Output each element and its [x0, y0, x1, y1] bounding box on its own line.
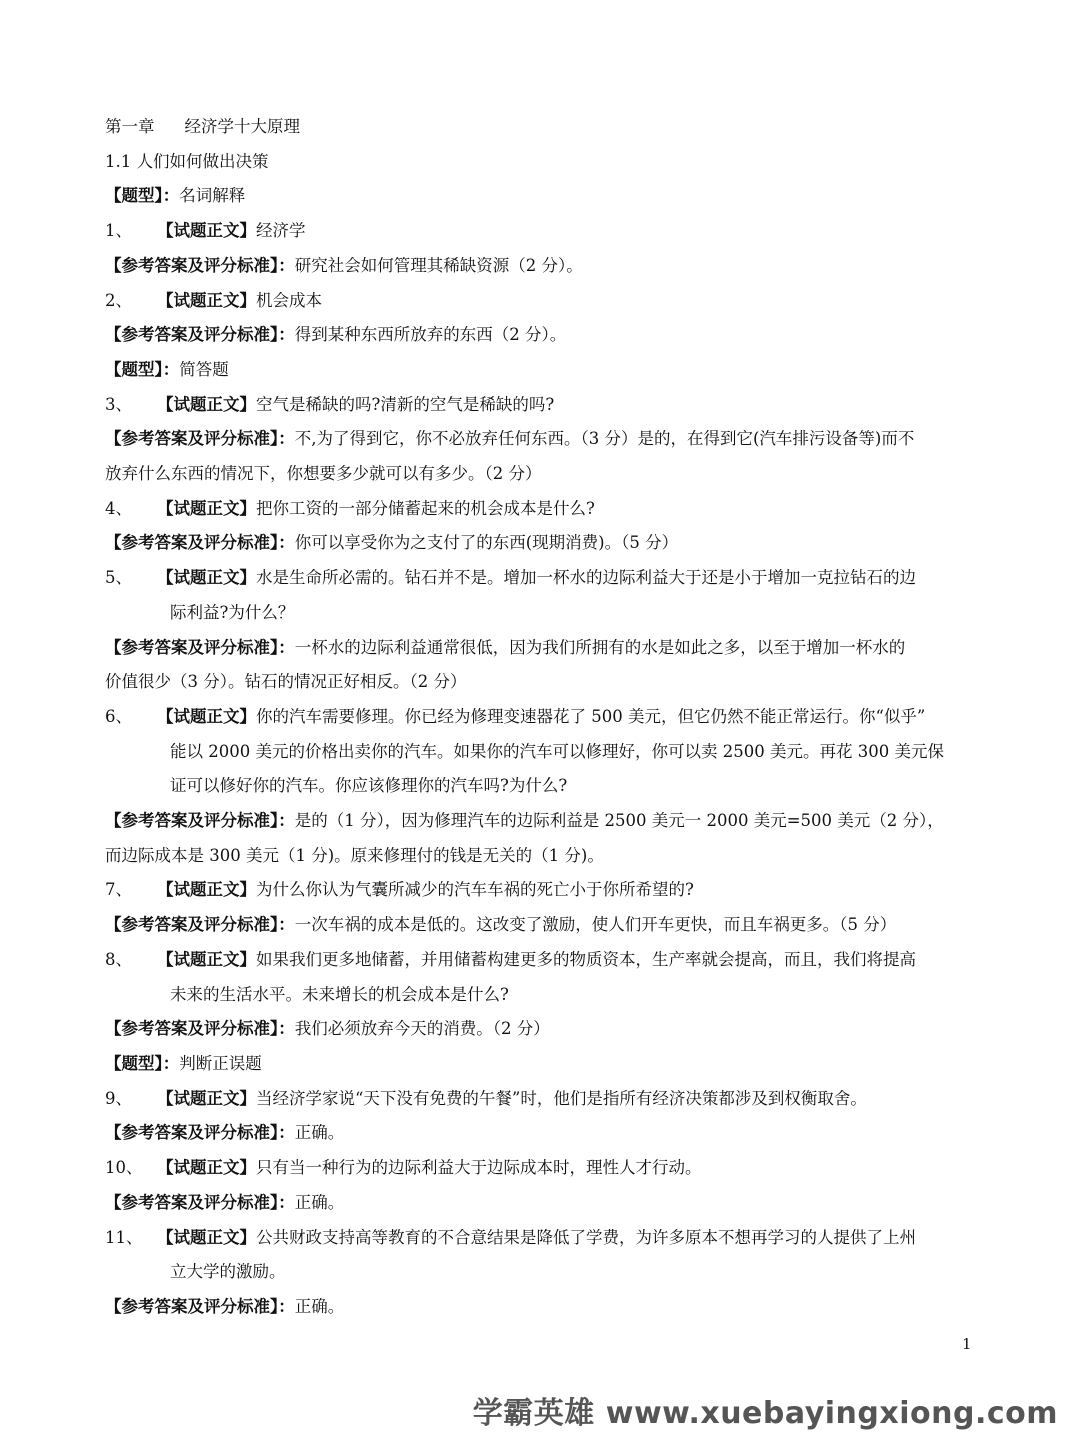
question-5: 5、 【试题正文】水是生命所必需的。钻石并不是。增加一杯水的边际利益大于还是小于增加一克拉钻石的边: [105, 568, 916, 588]
answer-1: 【参考答案及评分标准】：研究社会如何管理其稀缺资源（2 分）。: [105, 255, 583, 275]
chapter-heading: [105, 110, 985, 145]
question-type-2: 【题型】：简答题: [105, 359, 229, 379]
answer-8: 【参考答案及评分标准】：我们必须放弃今天的消费。（2 分）: [105, 1019, 550, 1039]
answer-9: 【参考答案及评分标准】：正确。: [105, 1123, 345, 1143]
answer-5-cont: 价值很少（3 分）。钻石的情况正好相反。（2 分）: [105, 672, 467, 692]
question-8: 8、 【试题正文】如果我们更多地储蓄，并用储蓄构建更多的物质资本，生产率就会提高，而且，我们将提高: [105, 949, 916, 969]
question-10: 10、 【试题正文】只有当一种行为的边际利益大于边际成本时，理性人才行动。: [105, 1158, 702, 1178]
answer-10: 【参考答案及评分标准】：正确。: [105, 1192, 345, 1212]
answer-3: 【参考答案及评分标准】：不,为了得到它，你不必放弃任何东西。（3 分）是的，在得到它(汽车排污设备等)而不: [105, 429, 915, 449]
answer-2: 【参考答案及评分标准】：得到某种东西所放弃的东西（2 分）。: [105, 325, 567, 345]
question-7: 7、 【试题正文】为什么你认为气囊所减少的汽车车祸的死亡小于你所希望的?: [105, 880, 694, 900]
question-6: 6、 【试题正文】你的汽车需要修理。你已经为修理变速器花了 500 美元，但它仍然不能正常运行。你“似乎”: [105, 706, 926, 726]
chapter-title: 经济学十大原理: [184, 117, 300, 136]
watermark: 学霸英雄 www.xuebayingxiong.com: [472, 1396, 1058, 1431]
chapter-number: 第一章: [105, 117, 155, 136]
question-4: 4、 【试题正文】把你工资的一部分储蓄起来的机会成本是什么?: [105, 498, 595, 518]
question-11-cont: 立大学的激励。: [170, 1262, 286, 1282]
document-body: [105, 110, 985, 1325]
question-2: 2、 【试题正文】机会成本: [105, 290, 322, 310]
question-3: 3、 【试题正文】空气是稀缺的吗?清新的空气是稀缺的吗?: [105, 394, 555, 414]
question-9: 9、 【试题正文】当经济学家说“天下没有免费的午餐”时，他们是指所有经济决策都涉及到权衡取舍。: [105, 1088, 867, 1108]
question-type-3: 【题型】：判断正误题: [105, 1053, 262, 1073]
question-8-cont: 未来的生活水平。未来增长的机会成本是什么?: [170, 984, 509, 1004]
answer-5: 【参考答案及评分标准】：一杯水的边际利益通常很低，因为我们所拥有的水是如此之多，以至于增加一杯水的: [105, 637, 906, 657]
page-number: 1: [962, 1335, 972, 1353]
question-11: 11、 【试题正文】公共财政支持高等教育的不合意结果是降低了学费，为许多原本不想再学习的人提供了上州: [105, 1227, 916, 1247]
question-6-cont-1: 能以 2000 美元的价格出卖你的汽车。如果你的汽车可以修理好，你可以卖 2500 美元。再花 300 美元保: [170, 741, 944, 761]
question-5-cont: 际利益?为什么？: [170, 602, 295, 622]
question-type-1: 【题型】：名词解释: [105, 186, 246, 206]
answer-6: 【参考答案及评分标准】：是的（1 分），因为修理汽车的边际利益是 2500 美元一 2000 美元=500 美元（2 分），: [105, 811, 944, 831]
answer-7: 【参考答案及评分标准】：一次车祸的成本是低的。这改变了激励，使人们开车更快，而且车祸更多。（5 分）: [105, 915, 897, 935]
answer-6-cont: 而边际成本是 300 美元（1 分)。原来修理付的钱是无关的（1 分)。: [105, 845, 604, 865]
question-6-cont-2: 证可以修好你的汽车。你应该修理你的汽车吗?为什么?: [170, 776, 568, 796]
answer-4: 【参考答案及评分标准】：你可以享受你为之支付了的东西(现期消费)。（5 分）: [105, 533, 679, 553]
answer-3-cont: 放弃什么东西的情况下，你想要多少就可以有多少。（2 分）: [105, 464, 542, 484]
answer-11: 【参考答案及评分标准】：正确。: [105, 1296, 345, 1316]
question-1: 1、 【试题正文】经济学: [105, 221, 306, 241]
section-heading: 1.1 人们如何做出决策: [105, 151, 269, 171]
